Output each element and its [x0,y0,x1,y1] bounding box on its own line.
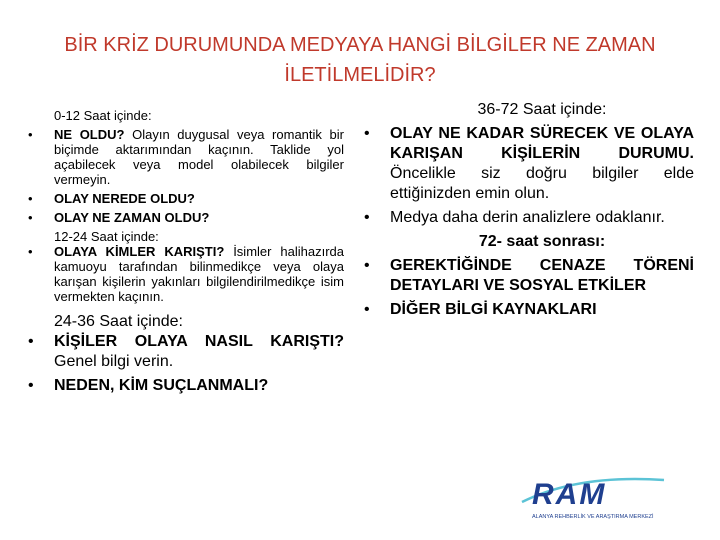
left-column [28,108,344,396]
logo-subtext: ALANYA REHBERLİK VE ARAŞTIRMA MERKEZİ [532,514,654,520]
title-line-1: BİR KRİZ DURUMUNDA MEDYAYA HANGİ BİLGİLER NE ZAMAN [64,34,656,56]
list-item [364,300,694,320]
item-label: OLAY NE KADAR SÜRECEK VE OLAYA KARIŞAN KİŞİLERİN DURUMU. [390,125,694,162]
item-label: OLAY NEREDE OLDU? [54,191,195,206]
list-item [364,256,694,296]
item-text: Öncelikle siz doğru bilgiler elde ettiğinizden emin olun. [390,165,694,202]
item-text: Medya daha derin analizlere odaklanır. [390,209,665,226]
list-item [364,124,694,204]
page-title [60,30,660,90]
item-text: Genel bilgi verin. [54,353,174,370]
section-heading: 72- saat sonrası: [478,233,606,250]
list-item [28,376,344,396]
list-item [28,127,344,187]
title-line-2: İLETİLMELİDİR? [284,64,436,86]
list-item [28,244,344,304]
item-text: Olayın duygusal veya romantik bir biçimde aktarımından kaçının. Taklide yol açabilecek veya model olabilecek bilgiler vermeyin. [54,127,344,187]
ram-logo [518,472,668,524]
item-label: NE OLDU? [54,127,125,142]
section-heading: 0-12 Saat içinde: [54,108,152,123]
section-heading: 12-24 Saat içinde: [54,229,159,244]
item-label: NEDEN, KİM SUÇLANMALI? [54,377,269,394]
list-item [364,208,694,228]
list-item [28,332,344,372]
item-label: DİĞER BİLGİ KAYNAKLARI [390,301,597,318]
item-text: İsimler halihazırda kamuoyu tarafından bilinmedikçe veya olaya karışan kişilerin yakınları bilgilendirilmedikçe isim vermekten kaçının. [54,244,344,304]
list-item [28,191,344,206]
item-label: OLAYA KİMLER KARIŞTI? [54,244,225,259]
section-heading: 36-72 Saat içinde: [477,101,607,118]
logo-text: RAM [532,478,607,511]
item-label: GEREKTİĞİNDE CENAZE TÖRENİ DETAYLARI VE SOSYAL ETKİLER [390,257,694,294]
list-item [28,210,344,225]
right-column [364,100,694,320]
item-label: OLAY NE ZAMAN OLDU? [54,210,210,225]
section-heading: 24-36 Saat içinde: [54,313,183,330]
item-label: KİŞİLER OLAYA NASIL KARIŞTI? [54,333,344,350]
